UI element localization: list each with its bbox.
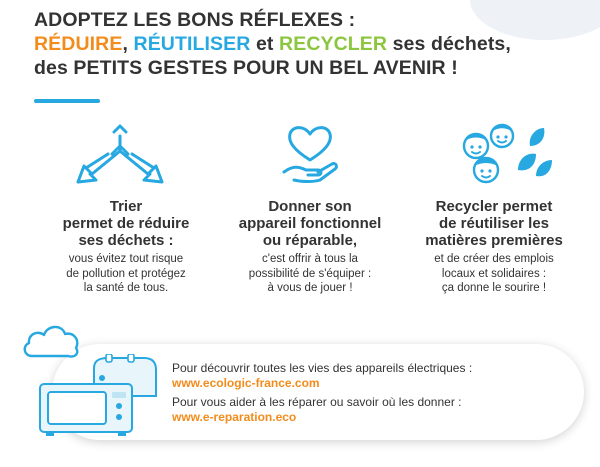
headline-rest: ses déchets, [387, 33, 511, 55]
info-line-2: Pour vous aider à les réparer ou savoir où les donner : [172, 395, 462, 409]
headline-line-2 [34, 32, 594, 56]
column-heading [32, 198, 220, 249]
column-heading [216, 198, 404, 249]
heading-line: appareil fonctionnel [238, 215, 382, 232]
heart-in-hand-icon [280, 120, 340, 184]
column-trier [32, 198, 220, 296]
heading-line: de réutiliser les [438, 215, 550, 232]
body-line: à vous de jouer ! [267, 282, 353, 294]
column-donner [216, 198, 404, 296]
headline-line-1: ADOPTEZ LES BONS RÉFLEXES : [34, 9, 356, 31]
keyword-reduire: RÉDUIRE [34, 33, 123, 55]
microwave-icon [40, 384, 132, 436]
heading-line: Trier [109, 198, 143, 215]
heading-line: permet de réduire [62, 215, 190, 232]
branching-arrows-icon [64, 124, 176, 184]
headline-separator: et [250, 33, 280, 55]
people-and-leaves-icon [456, 120, 556, 186]
headline [34, 8, 594, 80]
body-line: de pollution et protégez [66, 267, 186, 280]
body-line: c'est offrir à tous la [262, 253, 358, 265]
column-body [32, 252, 220, 296]
body-line: la santé de tous. [83, 282, 169, 294]
column-body [400, 252, 588, 296]
heading-line: Recycler permet [435, 198, 553, 215]
heading-line: ses déchets : [78, 232, 174, 249]
body-line: possibilité de s'équiper : [248, 267, 372, 280]
keyword-recycler: RECYCLER [279, 33, 388, 55]
heading-line: matières premières [425, 232, 563, 249]
column-body [216, 252, 404, 296]
body-line: ça donne le sourire ! [441, 282, 547, 294]
body-line: et de créer des emplois [434, 253, 554, 265]
heading-line: ou réparable, [262, 232, 358, 249]
keyword-reutiliser: RÉUTILISER [133, 33, 251, 55]
headline-separator: , [122, 33, 134, 55]
headline-line-3: des PETITS GESTES POUR UN BEL AVENIR ! [34, 57, 458, 79]
accent-rule [34, 99, 100, 103]
column-heading [400, 198, 588, 249]
appliances-icon [32, 354, 164, 438]
column-recycler [400, 198, 588, 296]
info-line-1: Pour découvrir toutes les vies des appareils électriques : [172, 361, 473, 375]
link-e-reparation[interactable]: www.e-reparation.eco [172, 410, 297, 424]
info-text [172, 361, 582, 429]
heading-line: Donner son [268, 198, 352, 215]
link-ecologic-france[interactable]: www.ecologic-france.com [172, 376, 320, 390]
body-line: locaux et solidaires : [441, 267, 547, 280]
body-line: vous évitez tout risque [68, 253, 184, 265]
